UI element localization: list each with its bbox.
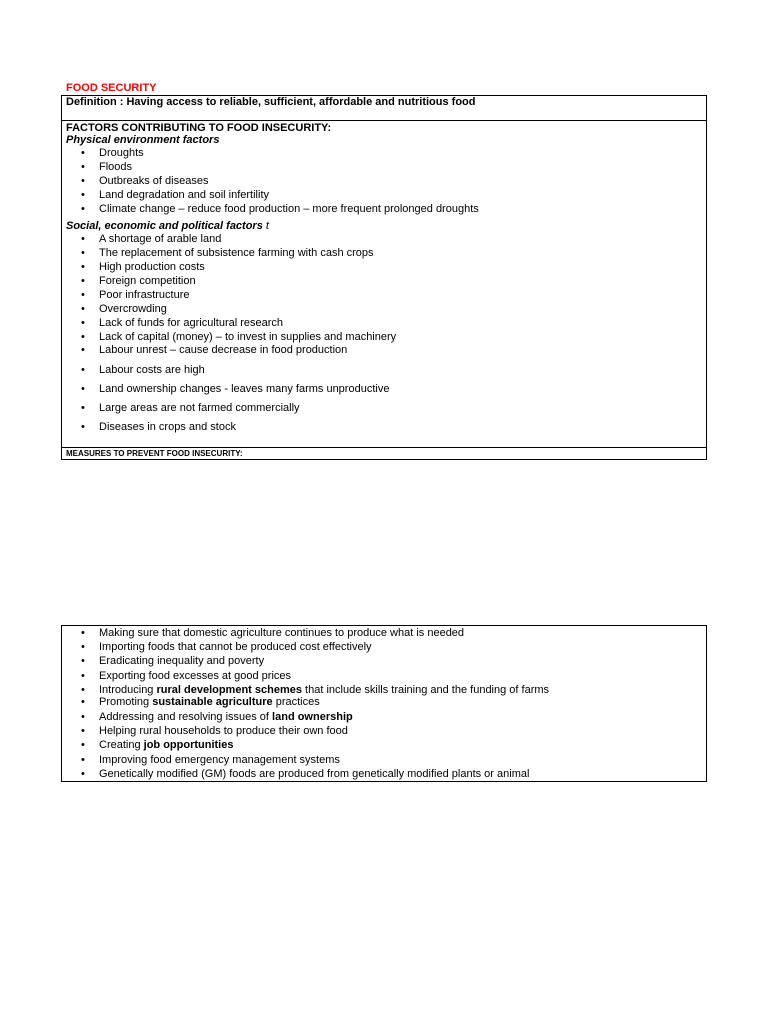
list-item: • Land degradation and soil infertility [66, 188, 702, 202]
list-item [66, 697, 702, 707]
physical-factors-list [66, 146, 702, 216]
social-factors-list [66, 232, 702, 437]
measures-heading: MEASURES TO PREVENT FOOD INSECURITY: [66, 449, 243, 458]
list-item [66, 738, 702, 752]
list-item: • Large areas are not farmed commercially [66, 399, 702, 418]
list-item: • Climate change – reduce food production – more frequent prolonged droughts [66, 202, 702, 216]
measures-list [66, 626, 702, 781]
list-item: • Labour unrest – cause decrease in food production [66, 344, 702, 356]
measure-emphasis: land ownership [272, 711, 353, 724]
definition-row: Definition : Having access to reliable, sufficient, affordable and nutritious food [62, 96, 706, 121]
list-item: • Floods [66, 160, 702, 174]
food-security-table [61, 95, 707, 460]
list-item: • Outbreaks of diseases [66, 174, 702, 188]
list-item [66, 683, 702, 697]
list-item: • Droughts [66, 146, 702, 160]
list-item: • Exporting food excesses at good prices [66, 669, 702, 683]
social-factors-heading [66, 220, 702, 232]
social-factors-heading-suffix: t [265, 220, 269, 232]
list-item: • Making sure that domestic agriculture continues to produce what is needed [66, 626, 702, 640]
list-item: • Lack of capital (money) – to invest in supplies and machinery [66, 330, 702, 344]
measure-text: Addressing and resolving issues of [99, 711, 273, 724]
factors-row [62, 122, 706, 448]
factors-heading: FACTORS CONTRIBUTING TO FOOD INSECURITY: [66, 122, 332, 134]
list-item: • High production costs [66, 260, 702, 274]
list-item: • Labour costs are high [66, 361, 702, 380]
measure-emphasis: rural development schemes [156, 683, 302, 696]
list-item: • Poor infrastructure [66, 288, 702, 302]
list-item: • A shortage of arable land [66, 232, 702, 246]
measure-emphasis: job opportunities [143, 739, 234, 752]
list-item: • Foreign competition [66, 274, 702, 288]
list-item: • The replacement of subsistence farming with cash crops [66, 246, 702, 260]
list-item: • Helping rural households to produce their own food [66, 724, 702, 738]
list-item: • Land ownership changes - leaves many farms unproductive [66, 380, 702, 399]
measures-table [61, 625, 707, 782]
measure-emphasis: sustainable agriculture [152, 696, 273, 709]
measure-text: Creating [99, 739, 144, 752]
measure-text: practices [272, 696, 320, 709]
list-item [66, 710, 702, 724]
list-item: • Improving food emergency management systems [66, 753, 702, 767]
measure-text: Introducing [99, 683, 157, 696]
social-factors-heading-text: Social, economic and political factors [66, 220, 263, 232]
list-item: • Eradicating inequality and poverty [66, 654, 702, 668]
measure-text: Promoting [99, 696, 153, 709]
document-title: FOOD SECURITY [66, 82, 157, 94]
list-item: • Lack of funds for agricultural research [66, 316, 702, 330]
list-item: • Diseases in crops and stock [66, 418, 702, 437]
physical-factors-heading: Physical environment factors [66, 134, 220, 146]
list-item: • Genetically modified (GM) foods are produced from genetically modified plants or animal [66, 767, 702, 781]
list-item: • Importing foods that cannot be produced cost effectively [66, 640, 702, 654]
list-item: • Overcrowding [66, 302, 702, 316]
measure-text: that include skills training and the funding of farms [302, 683, 550, 696]
